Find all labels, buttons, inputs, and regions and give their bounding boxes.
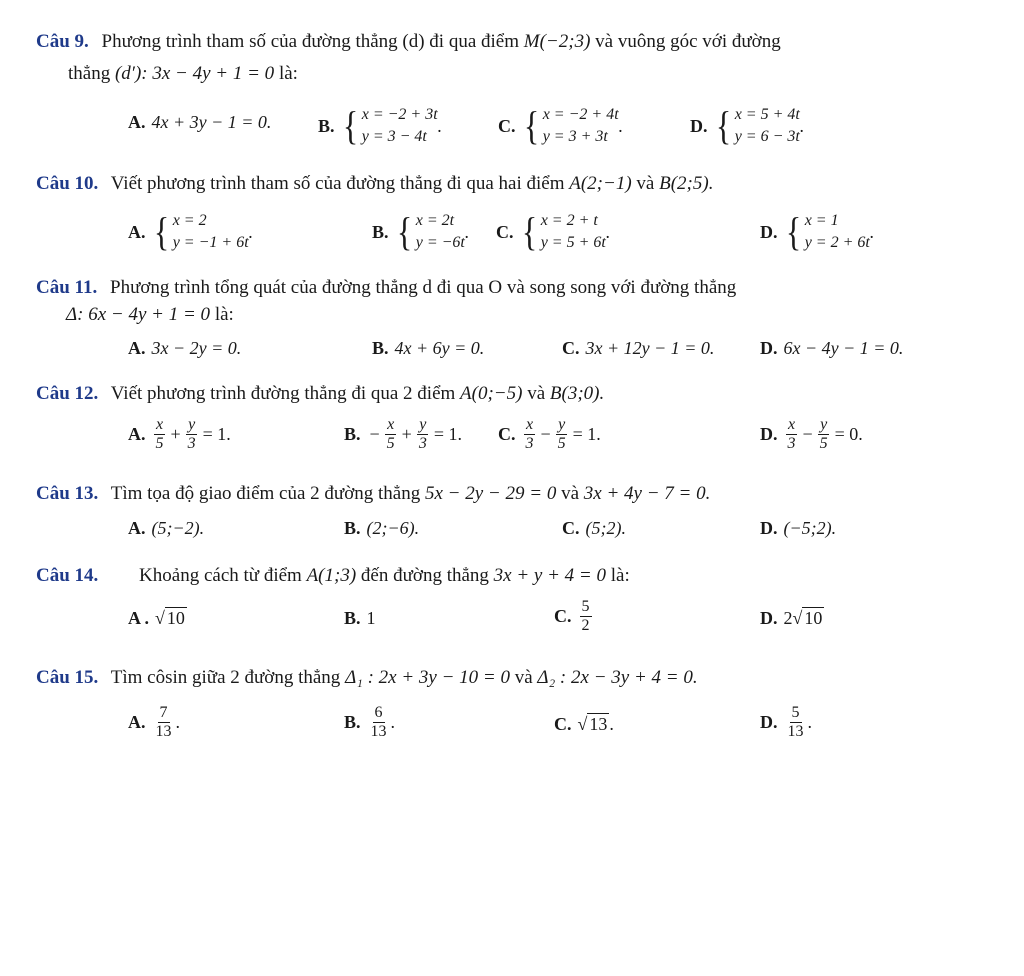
operator: + xyxy=(170,424,181,444)
numerator: 7 xyxy=(159,704,168,721)
question-text: Khoảng cách từ điểm xyxy=(139,565,302,586)
system-row: y = −1 + 6t xyxy=(172,234,249,251)
option-c[interactable] xyxy=(498,416,604,453)
option-b[interactable] xyxy=(344,608,376,629)
numerator: 5 xyxy=(791,704,800,721)
question-number: Câu 14. xyxy=(36,565,99,586)
text: là: xyxy=(278,63,298,84)
fraction xyxy=(385,416,397,453)
fraction xyxy=(580,598,592,635)
line-2: Δ₂ : 2x − 3y + 4 = 0. xyxy=(537,667,698,688)
radicand: 13 xyxy=(589,714,608,734)
option-a[interactable] xyxy=(128,112,271,133)
equation-system: { x = 1 y = 2 + 6t . xyxy=(785,209,875,254)
option-label: B. xyxy=(344,424,361,444)
option-label: D. xyxy=(760,338,778,358)
equation-system: { x = 2 + t y = 5 + 6t . xyxy=(521,209,611,254)
numerator: y xyxy=(820,416,828,433)
period: . xyxy=(390,712,396,732)
option-b[interactable] xyxy=(344,704,395,741)
option-label: A. xyxy=(128,518,146,538)
coefficient: 2 xyxy=(783,608,793,628)
question-text: Viết phương trình tham số của đường thẳng đi qua hai điểm xyxy=(110,173,565,194)
rhs: = 1. xyxy=(202,424,231,444)
system-row: x = 2t xyxy=(415,212,455,229)
fraction xyxy=(524,416,536,453)
option-b[interactable] xyxy=(318,104,442,148)
question-number: Câu 9. xyxy=(36,31,89,52)
denominator: 5 xyxy=(155,435,164,452)
option-label: C. xyxy=(498,115,516,136)
option-d[interactable] xyxy=(760,608,824,629)
point-a: A(1;3) xyxy=(306,565,357,586)
numerator: 5 xyxy=(581,598,590,615)
option-d[interactable] xyxy=(760,518,836,539)
option-label: A. xyxy=(128,424,146,444)
square-root: √ 13 xyxy=(577,714,608,734)
option-d[interactable] xyxy=(760,704,812,741)
option-d[interactable] xyxy=(690,104,804,148)
option-value: (5;−2). xyxy=(151,518,205,538)
system-row: y = 3 + 3t xyxy=(542,128,608,145)
numerator: 6 xyxy=(374,704,383,721)
option-value: 1 xyxy=(366,608,376,628)
question-number: Câu 13. xyxy=(36,483,99,504)
denominator: 13 xyxy=(155,723,172,740)
question-11-line2 xyxy=(66,304,234,326)
system-row: y = −6t xyxy=(415,234,465,251)
option-c[interactable] xyxy=(496,210,610,254)
square-root: √ 10 xyxy=(792,608,823,628)
sign: − xyxy=(369,424,380,444)
period: . xyxy=(175,712,180,732)
option-b[interactable] xyxy=(344,518,419,539)
system-row: x = −2 + 3t xyxy=(361,106,438,123)
option-a[interactable] xyxy=(128,416,234,453)
conjunction: và xyxy=(527,383,546,404)
period: . xyxy=(618,115,624,136)
rhs: = 0. xyxy=(834,424,863,444)
rhs: = 1. xyxy=(572,424,601,444)
operator: − xyxy=(802,424,813,444)
option-value: 3x + 12y − 1 = 0. xyxy=(585,338,715,358)
numerator: y xyxy=(558,416,566,433)
option-label: D. xyxy=(760,608,778,628)
question-9-line2 xyxy=(68,63,298,85)
period: . xyxy=(609,714,614,734)
period: . xyxy=(799,115,805,136)
option-label: B. xyxy=(372,338,389,358)
question-text: Viết phương trình đường thẳng đi qua 2 điểm xyxy=(110,383,456,404)
system-row: x = 2 + t xyxy=(540,212,598,229)
point-a: A(0;−5) xyxy=(460,383,523,404)
question-number: Câu 15. xyxy=(36,667,99,688)
system-row: x = −2 + 4t xyxy=(542,106,619,123)
option-value: 4x + 6y = 0. xyxy=(394,338,485,358)
question-number: Câu 12. xyxy=(36,383,99,404)
option-label: D. xyxy=(760,712,778,732)
option-label: B. xyxy=(344,712,361,732)
text: là: xyxy=(214,304,234,325)
question-text-cont: và vuông góc với đường xyxy=(595,31,781,52)
period: . xyxy=(605,221,611,242)
option-label: B. xyxy=(344,518,361,538)
system-row: x = 2 xyxy=(172,212,207,229)
option-b[interactable] xyxy=(372,338,484,359)
option-d[interactable] xyxy=(760,416,866,453)
conjunction: và xyxy=(636,173,655,194)
system-row: y = 2 + 6t xyxy=(804,234,870,251)
option-label: B. xyxy=(318,115,335,136)
option-c[interactable] xyxy=(554,714,614,735)
period: . xyxy=(248,221,254,242)
numerator: x xyxy=(525,416,534,433)
period: . xyxy=(807,712,812,732)
fraction xyxy=(154,416,166,453)
fraction xyxy=(186,416,198,453)
numerator: y xyxy=(188,416,196,433)
numerator: x xyxy=(155,416,164,433)
denominator: 3 xyxy=(525,435,534,452)
option-label: D. xyxy=(760,518,778,538)
option-label: D. xyxy=(760,424,778,444)
option-value: (−5;2). xyxy=(783,518,837,538)
question-number: Câu 11. xyxy=(36,277,98,298)
fraction xyxy=(786,416,798,453)
operator: + xyxy=(401,424,412,444)
option-label: C. xyxy=(562,338,580,358)
option-c[interactable] xyxy=(562,518,626,539)
question-9 xyxy=(36,28,781,57)
question-text: Phương trình tham số của đường thẳng (d) đi qua điểm xyxy=(101,31,520,52)
option-c[interactable] xyxy=(562,338,714,359)
denominator: 5 xyxy=(819,435,828,452)
radicand: 10 xyxy=(804,608,823,628)
question-text: Phương trình tổng quát của đường thẳng d đi qua O và song song với đường thẳng xyxy=(110,277,737,298)
period: . xyxy=(869,221,875,242)
option-a[interactable] xyxy=(128,210,253,254)
fraction xyxy=(818,416,830,453)
equation-system: { x = 2 y = −1 + 6t . xyxy=(153,209,254,254)
option-d[interactable] xyxy=(760,210,874,254)
question-14 xyxy=(36,562,630,591)
option-c[interactable] xyxy=(554,598,594,635)
point-a: A(2;−1) xyxy=(569,173,632,194)
equation: Δ: 6x − 4y + 1 = 0 xyxy=(66,304,211,325)
denominator: 3 xyxy=(418,435,427,452)
period: . xyxy=(464,221,470,242)
option-label: C. xyxy=(554,714,572,734)
fraction xyxy=(369,704,389,741)
point-m: M(−2;3) xyxy=(523,31,591,52)
equation: (d′): 3x − 4y + 1 = 0 xyxy=(114,63,275,84)
option-label: A . xyxy=(128,608,150,628)
fraction xyxy=(154,704,174,741)
option-label: D. xyxy=(760,221,778,242)
option-label: B. xyxy=(372,221,389,242)
question-11 xyxy=(36,274,736,303)
denominator: 3 xyxy=(187,435,196,452)
question-13 xyxy=(36,480,710,509)
point-b: B(2;5). xyxy=(659,173,714,194)
option-label: A. xyxy=(128,221,146,242)
system-row: y = 5 + 6t xyxy=(540,234,606,251)
option-a[interactable] xyxy=(128,518,204,539)
option-b[interactable] xyxy=(372,210,469,254)
option-value: 6x − 4y − 1 = 0. xyxy=(783,338,904,358)
question-15 xyxy=(36,664,698,693)
option-value: 4x + 3y − 1 = 0. xyxy=(151,112,272,132)
option-label: C. xyxy=(554,606,572,626)
operator: − xyxy=(540,424,551,444)
equation-1: 5x − 2y − 29 = 0 xyxy=(424,483,557,504)
denominator: 3 xyxy=(787,435,796,452)
denominator: 13 xyxy=(787,723,804,740)
option-label: D. xyxy=(690,115,708,136)
line-1: Δ₁ : 2x + 3y − 10 = 0 xyxy=(345,667,510,688)
denominator: 2 xyxy=(581,617,590,634)
option-label: C. xyxy=(562,518,580,538)
option-label: C. xyxy=(498,424,516,444)
denominator: 5 xyxy=(557,435,566,452)
option-d[interactable] xyxy=(760,338,903,359)
text: là: xyxy=(610,565,630,586)
rhs: = 1. xyxy=(433,424,462,444)
numerator: x xyxy=(787,416,796,433)
question-text: Tìm côsin giữa 2 đường thẳng xyxy=(110,667,341,688)
question-10 xyxy=(36,170,713,199)
fraction xyxy=(786,704,806,741)
question-text-cont: đến đường thẳng xyxy=(360,565,489,586)
fraction xyxy=(556,416,568,453)
equation-system: { x = 2t y = −6t . xyxy=(396,209,470,254)
question-text: Tìm tọa độ giao điểm của 2 đường thẳng xyxy=(110,483,421,504)
system-row: x = 1 xyxy=(804,212,839,229)
option-a[interactable] xyxy=(128,608,187,629)
option-value: (5;2). xyxy=(585,518,626,538)
option-a[interactable] xyxy=(128,338,241,359)
option-a[interactable] xyxy=(128,704,180,741)
system-row: y = 3 − 4t xyxy=(361,128,427,145)
numerator: x xyxy=(387,416,395,433)
text: thẳng xyxy=(68,63,111,84)
question-12 xyxy=(36,380,604,409)
equation-system: { x = −2 + 3t y = 3 − 4t . xyxy=(342,103,443,148)
numerator: y xyxy=(419,416,427,433)
square-root: √ 10 xyxy=(155,608,185,628)
option-b[interactable] xyxy=(344,416,465,453)
question-number: Câu 10. xyxy=(36,173,99,194)
equation: 3x + y + 4 = 0 xyxy=(493,565,607,586)
equation-system: { x = 5 + 4t y = 6 − 3t . xyxy=(715,103,805,148)
option-label: A. xyxy=(128,112,146,132)
point-b: B(3;0). xyxy=(549,383,605,404)
option-label: B. xyxy=(344,608,361,628)
option-value: 3x − 2y = 0. xyxy=(151,338,242,358)
option-value: (2;−6). xyxy=(366,518,420,538)
conjunction: và xyxy=(561,483,580,504)
option-label: C. xyxy=(496,221,514,242)
equation-system: { x = −2 + 4t y = 3 + 3t . xyxy=(523,103,624,148)
conjunction: và xyxy=(514,667,533,688)
period: . xyxy=(437,115,443,136)
option-label: A. xyxy=(128,338,146,358)
option-c[interactable] xyxy=(498,104,623,148)
denominator: 13 xyxy=(370,723,387,740)
fraction xyxy=(417,416,429,453)
system-row: y = 6 − 3t xyxy=(734,128,800,145)
radicand: 10 xyxy=(166,608,185,628)
option-label: A. xyxy=(128,712,146,732)
denominator: 5 xyxy=(386,435,395,452)
system-row: x = 5 + 4t xyxy=(734,106,800,123)
equation-2: 3x + 4y − 7 = 0. xyxy=(583,483,711,504)
